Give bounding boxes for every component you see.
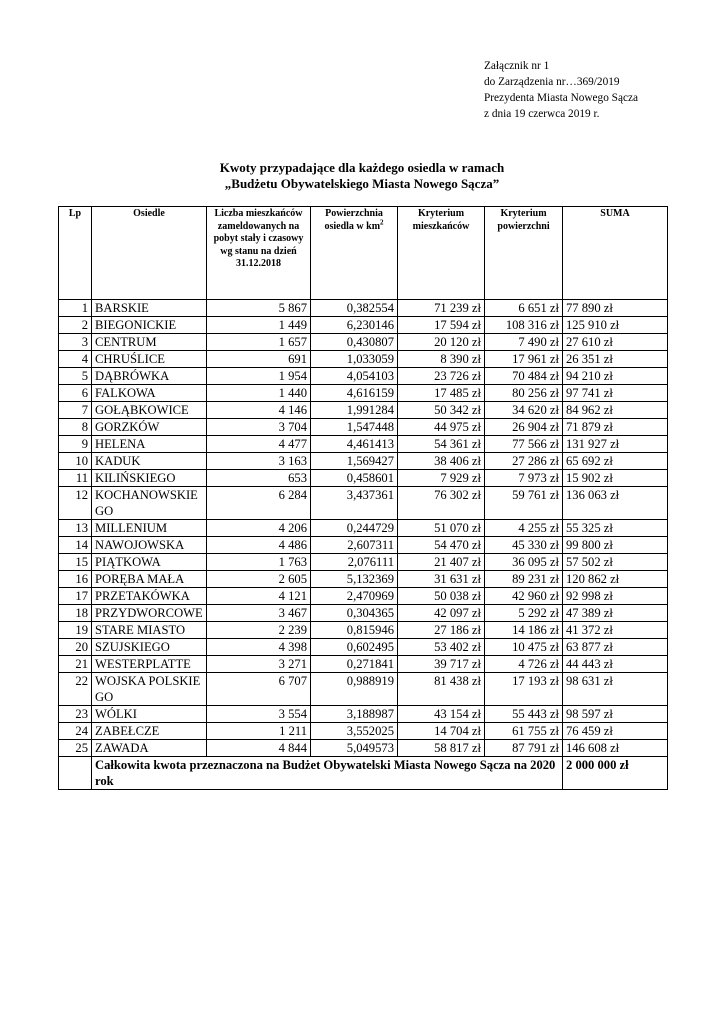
cell-suma: 63 877 zł <box>563 639 668 656</box>
cell-kryterium-powierzchni: 61 755 zł <box>485 723 563 740</box>
cell-kryterium-powierzchni: 42 960 zł <box>485 588 563 605</box>
table-row <box>59 436 668 453</box>
cell-liczba: 4 121 <box>207 588 311 605</box>
cell-suma: 92 998 zł <box>563 588 668 605</box>
cell-osiedle: WÓLKI <box>92 706 207 723</box>
cell-liczba: 6 284 <box>207 487 311 520</box>
cell-suma: 97 741 zł <box>563 385 668 402</box>
cell-powierzchnia: 0,602495 <box>311 639 398 656</box>
cell-kryterium-powierzchni: 7 973 zł <box>485 470 563 487</box>
cell-lp: 7 <box>59 402 92 419</box>
cell-osiedle: PRZYDWORCOWE <box>92 605 207 622</box>
cell-liczba: 2 605 <box>207 571 311 588</box>
cell-kryterium-mieszkancow: 44 975 zł <box>398 419 485 436</box>
table-row <box>59 334 668 351</box>
cell-liczba: 1 440 <box>207 385 311 402</box>
cell-lp: 6 <box>59 385 92 402</box>
cell-powierzchnia: 0,304365 <box>311 605 398 622</box>
cell-kryterium-mieszkancow: 54 470 zł <box>398 537 485 554</box>
cell-liczba: 1 449 <box>207 317 311 334</box>
cell-liczba: 4 486 <box>207 537 311 554</box>
cell-kryterium-powierzchni: 14 186 zł <box>485 622 563 639</box>
cell-kryterium-mieszkancow: 53 402 zł <box>398 639 485 656</box>
cell-kryterium-powierzchni: 4 726 zł <box>485 656 563 673</box>
cell-suma: 47 389 zł <box>563 605 668 622</box>
cell-osiedle: BIEGONICKIE <box>92 317 207 334</box>
cell-lp: 19 <box>59 622 92 639</box>
cell-powierzchnia: 4,616159 <box>311 385 398 402</box>
cell-kryterium-powierzchni: 89 231 zł <box>485 571 563 588</box>
cell-osiedle: STARE MIASTO <box>92 622 207 639</box>
header-kryterium-mieszkancow: Kryterium mieszkańców <box>398 207 485 300</box>
cell-osiedle: BARSKIE <box>92 300 207 317</box>
cell-lp: 9 <box>59 436 92 453</box>
cell-osiedle: FALKOWA <box>92 385 207 402</box>
cell-liczba: 653 <box>207 470 311 487</box>
cell-osiedle: GORZKÓW <box>92 419 207 436</box>
cell-liczba: 3 467 <box>207 605 311 622</box>
cell-powierzchnia: 3,188987 <box>311 706 398 723</box>
cell-kryterium-mieszkancow: 81 438 zł <box>398 673 485 706</box>
cell-kryterium-mieszkancow: 43 154 zł <box>398 706 485 723</box>
table-row <box>59 723 668 740</box>
cell-powierzchnia: 0,815946 <box>311 622 398 639</box>
cell-kryterium-mieszkancow: 38 406 zł <box>398 453 485 470</box>
cell-kryterium-mieszkancow: 23 726 zł <box>398 368 485 385</box>
cell-kryterium-mieszkancow: 14 704 zł <box>398 723 485 740</box>
cell-osiedle: KOCHANOWSKIEGO <box>92 487 207 520</box>
cell-lp: 14 <box>59 537 92 554</box>
cell-suma: 57 502 zł <box>563 554 668 571</box>
cell-suma: 120 862 zł <box>563 571 668 588</box>
cell-lp: 3 <box>59 334 92 351</box>
cell-suma: 99 800 zł <box>563 537 668 554</box>
cell-lp: 24 <box>59 723 92 740</box>
cell-powierzchnia: 0,430807 <box>311 334 398 351</box>
total-row <box>59 757 668 790</box>
cell-kryterium-mieszkancow: 8 390 zł <box>398 351 485 368</box>
table-row <box>59 470 668 487</box>
annex-line: z dnia 19 czerwca 2019 r. <box>484 108 600 120</box>
cell-suma: 55 325 zł <box>563 520 668 537</box>
cell-osiedle: HELENA <box>92 436 207 453</box>
cell-powierzchnia: 4,461413 <box>311 436 398 453</box>
cell-liczba: 4 206 <box>207 520 311 537</box>
cell-liczba: 2 239 <box>207 622 311 639</box>
cell-suma: 44 443 zł <box>563 656 668 673</box>
cell-powierzchnia: 1,547448 <box>311 419 398 436</box>
cell-kryterium-powierzchni: 59 761 zł <box>485 487 563 520</box>
table-row <box>59 453 668 470</box>
cell-kryterium-mieszkancow: 42 097 zł <box>398 605 485 622</box>
cell-kryterium-powierzchni: 70 484 zł <box>485 368 563 385</box>
cell-kryterium-powierzchni: 80 256 zł <box>485 385 563 402</box>
table-row <box>59 571 668 588</box>
cell-lp: 2 <box>59 317 92 334</box>
cell-liczba: 1 657 <box>207 334 311 351</box>
cell-kryterium-powierzchni: 108 316 zł <box>485 317 563 334</box>
cell-lp: 12 <box>59 487 92 520</box>
table-row <box>59 673 668 706</box>
cell-kryterium-powierzchni: 6 651 zł <box>485 300 563 317</box>
cell-kryterium-powierzchni: 17 961 zł <box>485 351 563 368</box>
header-kryterium-powierzchni: Kryterium powierzchni <box>485 207 563 300</box>
cell-liczba: 3 554 <box>207 706 311 723</box>
header-powierzchnia-text: Powierzchnia osiedla w km <box>324 208 383 232</box>
cell-kryterium-mieszkancow: 7 929 zł <box>398 470 485 487</box>
table-row <box>59 706 668 723</box>
table-row <box>59 537 668 554</box>
table-body <box>59 300 668 757</box>
cell-powierzchnia: 2,607311 <box>311 537 398 554</box>
cell-liczba: 3 704 <box>207 419 311 436</box>
header-powierzchnia <box>311 207 398 300</box>
cell-kryterium-powierzchni: 55 443 zł <box>485 706 563 723</box>
cell-liczba: 3 163 <box>207 453 311 470</box>
cell-osiedle: PORĘBA MAŁA <box>92 571 207 588</box>
table-row <box>59 588 668 605</box>
cell-osiedle: NAWOJOWSKA <box>92 537 207 554</box>
header-powierzchnia-sup: 2 <box>380 218 384 227</box>
cell-lp: 25 <box>59 740 92 757</box>
cell-lp: 11 <box>59 470 92 487</box>
table-row <box>59 622 668 639</box>
cell-suma: 125 910 zł <box>563 317 668 334</box>
cell-lp: 15 <box>59 554 92 571</box>
cell-suma: 131 927 zł <box>563 436 668 453</box>
cell-kryterium-powierzchni: 87 791 zł <box>485 740 563 757</box>
cell-powierzchnia: 1,991284 <box>311 402 398 419</box>
table-row <box>59 520 668 537</box>
cell-lp: 23 <box>59 706 92 723</box>
cell-lp: 13 <box>59 520 92 537</box>
cell-powierzchnia: 0,988919 <box>311 673 398 706</box>
header-row <box>59 207 668 300</box>
cell-suma: 76 459 zł <box>563 723 668 740</box>
cell-suma: 27 610 zł <box>563 334 668 351</box>
budget-table <box>58 206 668 790</box>
cell-powierzchnia: 5,132369 <box>311 571 398 588</box>
cell-kryterium-powierzchni: 26 904 zł <box>485 419 563 436</box>
cell-kryterium-powierzchni: 10 475 zł <box>485 639 563 656</box>
table-row <box>59 368 668 385</box>
cell-suma: 98 631 zł <box>563 673 668 706</box>
annex-line: Załącznik nr 1 <box>484 60 550 72</box>
table-row <box>59 385 668 402</box>
cell-suma: 41 372 zł <box>563 622 668 639</box>
cell-lp: 16 <box>59 571 92 588</box>
cell-osiedle: CHRUŚLICE <box>92 351 207 368</box>
cell-osiedle: KILIŃSKIEGO <box>92 470 207 487</box>
cell-suma: 71 879 zł <box>563 419 668 436</box>
cell-liczba: 5 867 <box>207 300 311 317</box>
cell-lp: 1 <box>59 300 92 317</box>
header-suma: SUMA <box>563 207 668 300</box>
table-row <box>59 740 668 757</box>
cell-powierzchnia: 1,569427 <box>311 453 398 470</box>
cell-lp: 18 <box>59 605 92 622</box>
cell-suma: 84 962 zł <box>563 402 668 419</box>
table-row <box>59 639 668 656</box>
cell-liczba: 6 707 <box>207 673 311 706</box>
cell-liczba: 691 <box>207 351 311 368</box>
cell-lp: 20 <box>59 639 92 656</box>
cell-lp: 21 <box>59 656 92 673</box>
cell-powierzchnia: 0,382554 <box>311 300 398 317</box>
cell-osiedle: KADUK <box>92 453 207 470</box>
cell-kryterium-mieszkancow: 21 407 zł <box>398 554 485 571</box>
table-row <box>59 656 668 673</box>
cell-powierzchnia: 5,049573 <box>311 740 398 757</box>
cell-osiedle: ZAWADA <box>92 740 207 757</box>
cell-kryterium-powierzchni: 34 620 zł <box>485 402 563 419</box>
cell-osiedle: WOJSKA POLSKIEGO <box>92 673 207 706</box>
cell-osiedle: SZUJSKIEGO <box>92 639 207 656</box>
total-value: 2 000 000 zł <box>563 757 668 790</box>
cell-kryterium-mieszkancow: 76 302 zł <box>398 487 485 520</box>
cell-powierzchnia: 3,437361 <box>311 487 398 520</box>
header-liczba: Liczba mieszkańców zameldowanych na pobyt stały i czasowy wg stanu na dzień 31.12.2018 <box>207 207 311 300</box>
cell-suma: 136 063 zł <box>563 487 668 520</box>
annex-note <box>484 58 638 122</box>
cell-kryterium-mieszkancow: 17 485 zł <box>398 385 485 402</box>
total-empty-cell <box>59 757 92 790</box>
cell-suma: 94 210 zł <box>563 368 668 385</box>
cell-osiedle: MILLENIUM <box>92 520 207 537</box>
annex-line: do Zarządzenia nr…369/2019 <box>484 76 620 88</box>
cell-liczba: 4 477 <box>207 436 311 453</box>
cell-liczba: 1 763 <box>207 554 311 571</box>
annex-line: Prezydenta Miasta Nowego Sącza <box>484 92 639 104</box>
cell-kryterium-mieszkancow: 50 342 zł <box>398 402 485 419</box>
cell-kryterium-powierzchni: 17 193 zł <box>485 673 563 706</box>
cell-suma: 77 890 zł <box>563 300 668 317</box>
cell-suma: 65 692 zł <box>563 453 668 470</box>
cell-powierzchnia: 0,271841 <box>311 656 398 673</box>
cell-kryterium-mieszkancow: 27 186 zł <box>398 622 485 639</box>
cell-liczba: 1 211 <box>207 723 311 740</box>
cell-suma: 15 902 zł <box>563 470 668 487</box>
cell-osiedle: ZABEŁCZE <box>92 723 207 740</box>
cell-osiedle: CENTRUM <box>92 334 207 351</box>
cell-suma: 26 351 zł <box>563 351 668 368</box>
cell-osiedle: WESTERPLATTE <box>92 656 207 673</box>
title-line: Kwoty przypadające dla każdego osiedla w ramach <box>219 160 505 175</box>
table-row <box>59 605 668 622</box>
title-line: „Budżetu Obywatelskiego Miasta Nowego Sącza” <box>224 176 500 191</box>
cell-lp: 17 <box>59 588 92 605</box>
cell-suma: 146 608 zł <box>563 740 668 757</box>
cell-powierzchnia: 0,244729 <box>311 520 398 537</box>
cell-kryterium-mieszkancow: 51 070 zł <box>398 520 485 537</box>
cell-kryterium-powierzchni: 7 490 zł <box>485 334 563 351</box>
cell-powierzchnia: 3,552025 <box>311 723 398 740</box>
cell-suma: 98 597 zł <box>563 706 668 723</box>
cell-osiedle: GOŁĄBKOWICE <box>92 402 207 419</box>
cell-kryterium-mieszkancow: 31 631 zł <box>398 571 485 588</box>
table-row <box>59 554 668 571</box>
cell-liczba: 4 146 <box>207 402 311 419</box>
cell-kryterium-powierzchni: 27 286 zł <box>485 453 563 470</box>
cell-powierzchnia: 4,054103 <box>311 368 398 385</box>
total-label: Całkowita kwota przeznaczona na Budżet Obywatelski Miasta Nowego Sącza na 2020 rok <box>92 757 563 790</box>
cell-lp: 8 <box>59 419 92 436</box>
table-row <box>59 351 668 368</box>
table-row <box>59 402 668 419</box>
cell-powierzchnia: 6,230146 <box>311 317 398 334</box>
table-row <box>59 487 668 520</box>
header-lp: Lp <box>59 207 92 300</box>
cell-kryterium-mieszkancow: 39 717 zł <box>398 656 485 673</box>
cell-kryterium-mieszkancow: 71 239 zł <box>398 300 485 317</box>
cell-kryterium-mieszkancow: 50 038 zł <box>398 588 485 605</box>
cell-lp: 4 <box>59 351 92 368</box>
cell-kryterium-mieszkancow: 54 361 zł <box>398 436 485 453</box>
cell-liczba: 1 954 <box>207 368 311 385</box>
cell-kryterium-powierzchni: 77 566 zł <box>485 436 563 453</box>
table-row <box>59 317 668 334</box>
cell-lp: 10 <box>59 453 92 470</box>
cell-kryterium-powierzchni: 36 095 zł <box>485 554 563 571</box>
cell-powierzchnia: 1,033059 <box>311 351 398 368</box>
cell-kryterium-mieszkancow: 58 817 zł <box>398 740 485 757</box>
cell-lp: 22 <box>59 673 92 706</box>
cell-liczba: 4 844 <box>207 740 311 757</box>
cell-lp: 5 <box>59 368 92 385</box>
cell-liczba: 3 271 <box>207 656 311 673</box>
cell-osiedle: PRZETAKÓWKA <box>92 588 207 605</box>
cell-powierzchnia: 2,470969 <box>311 588 398 605</box>
cell-kryterium-mieszkancow: 20 120 zł <box>398 334 485 351</box>
cell-osiedle: DĄBRÓWKA <box>92 368 207 385</box>
table-row <box>59 300 668 317</box>
cell-liczba: 4 398 <box>207 639 311 656</box>
cell-kryterium-powierzchni: 45 330 zł <box>485 537 563 554</box>
cell-powierzchnia: 2,076111 <box>311 554 398 571</box>
cell-kryterium-powierzchni: 5 292 zł <box>485 605 563 622</box>
document-title <box>0 160 724 192</box>
cell-powierzchnia: 0,458601 <box>311 470 398 487</box>
header-osiedle: Osiedle <box>92 207 207 300</box>
table-row <box>59 419 668 436</box>
cell-kryterium-mieszkancow: 17 594 zł <box>398 317 485 334</box>
cell-kryterium-powierzchni: 4 255 zł <box>485 520 563 537</box>
cell-osiedle: PIĄTKOWA <box>92 554 207 571</box>
